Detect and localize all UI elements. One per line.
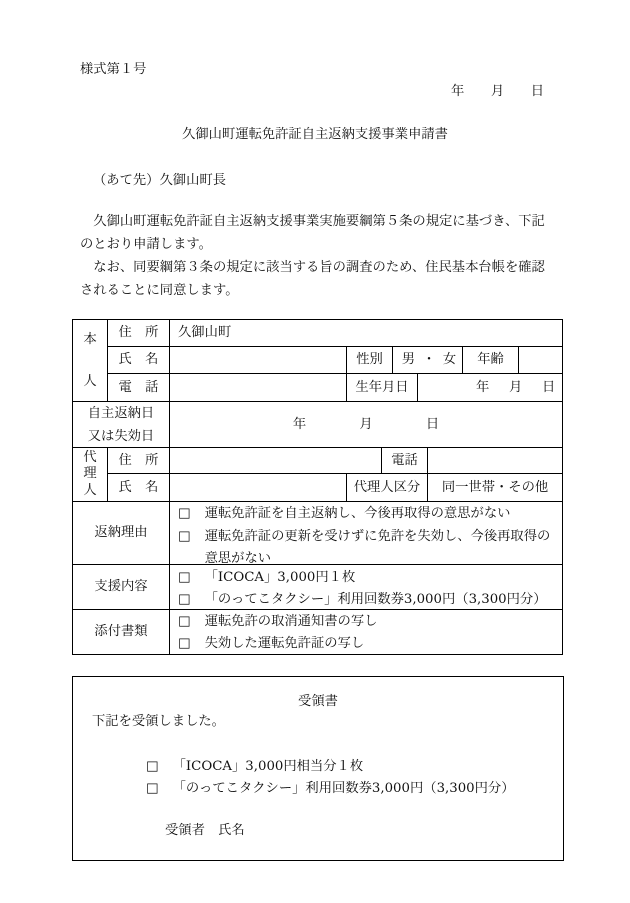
agent-phone-field[interactable]: [428, 448, 563, 474]
return-date-label: 自主返納日 又は失効日: [73, 402, 170, 448]
form-title: 久御山町運転免許証自主返納支援事業申請書: [182, 127, 448, 142]
agent-name-label: 氏 名: [108, 474, 170, 502]
application-table: [72, 319, 563, 655]
option-text: 「ICOCA」3,000円１枚: [204, 570, 356, 585]
checkbox-icon[interactable]: □: [178, 636, 191, 651]
receipt-box: [72, 676, 564, 861]
agent-name-field[interactable]: [170, 474, 347, 502]
option-text: 「のってこタクシー」利用回数券3,000円（3,300円分）: [204, 592, 547, 607]
checkbox-icon[interactable]: □: [146, 759, 159, 774]
attachment-option: [178, 633, 562, 655]
checkbox-icon[interactable]: □: [178, 528, 191, 544]
applicant-phone-field[interactable]: [170, 374, 347, 402]
receipt-item-label: 「のってこタクシー」利用回数券3,000円（3,300円分）: [172, 781, 515, 796]
support-option: [178, 589, 562, 611]
statement-line: 久御山町運転免許証自主返納支援事業実施要綱第５条の規定に基づき、下記: [80, 213, 545, 229]
applicant-birthdate-label: 生年月日: [347, 374, 418, 402]
application-statement: [80, 210, 545, 302]
option-text: [205, 526, 551, 571]
application-date-field[interactable]: 年 月 日: [451, 84, 545, 99]
statement-line: されることに同意します。: [80, 282, 239, 298]
option-text: 運転免許の取消通知書の写し: [204, 614, 378, 629]
receipt-statement: 下記を受領しました。: [92, 714, 225, 729]
applicant-sex-label: 性別: [347, 347, 393, 374]
applicant-section-label: 本人: [83, 331, 97, 389]
checkbox-icon[interactable]: □: [146, 781, 159, 796]
applicant-name-field[interactable]: [170, 347, 347, 374]
receipt-signature-field[interactable]: 受領者 氏名: [165, 823, 245, 838]
applicant-age-field[interactable]: [519, 347, 563, 374]
agent-category-options[interactable]: 同一世帯・その他: [428, 474, 563, 502]
applicant-name-label: 氏 名: [108, 347, 170, 374]
option-text: [205, 503, 511, 526]
statement-line: のとおり申請します。: [80, 236, 212, 252]
return-reason-option: [178, 503, 562, 526]
return-reason-option: [178, 526, 562, 571]
agent-section-label: 代理人: [83, 449, 97, 498]
addressee: （あて先）久御山町長: [93, 173, 226, 188]
attachments-options: [170, 610, 563, 655]
agent-phone-label: 電話: [382, 448, 428, 474]
applicant-phone-label: 電 話: [108, 374, 170, 402]
support-label: 支援内容: [73, 565, 170, 610]
agent-category-label: 代理人区分: [347, 474, 428, 502]
checkbox-icon[interactable]: □: [178, 506, 191, 521]
option-line: 意思がない: [204, 551, 272, 566]
return-date-field[interactable]: 年 月 日: [170, 402, 563, 448]
support-option: [178, 567, 562, 589]
applicant-address-field[interactable]: 久御山町: [170, 320, 563, 347]
agent-address-field[interactable]: [170, 448, 382, 474]
agent-address-label: 住 所: [108, 448, 170, 474]
receipt-item: [146, 757, 363, 777]
support-options: [170, 565, 563, 610]
applicant-section-cell: [73, 320, 108, 402]
attachment-option: [178, 611, 562, 633]
applicant-sex-options[interactable]: 男 ・ 女: [393, 347, 463, 374]
checkbox-icon[interactable]: □: [178, 570, 191, 585]
receipt-item: [146, 779, 515, 799]
receipt-item-label: 「ICOCA」3,000円相当分１枚: [172, 759, 364, 774]
option-line: 運転免許証を自主返納し、今後再取得の意思がない: [204, 506, 511, 521]
form-number: 様式第１号: [80, 62, 147, 77]
return-reason-options: [170, 502, 563, 565]
statement-line: なお、同要綱第３条の規定に該当する旨の調査のため、住民基本台帳を確認: [80, 259, 545, 275]
checkbox-icon[interactable]: □: [178, 614, 191, 629]
receipt-title: 受領書: [298, 694, 338, 709]
applicant-birthdate-field[interactable]: 年 月 日: [418, 374, 563, 402]
attachments-label: 添付書類: [73, 610, 170, 655]
applicant-age-label: 年齢: [463, 347, 519, 374]
agent-section-cell: [73, 448, 108, 502]
applicant-address-label: 住 所: [108, 320, 170, 347]
option-line: 運転免許証の更新を受けずに免許を失効し、今後再取得の: [204, 528, 551, 544]
checkbox-icon[interactable]: □: [178, 592, 191, 607]
option-text: 失効した運転免許証の写し: [204, 636, 365, 651]
return-reason-label: 返納理由: [73, 502, 170, 565]
